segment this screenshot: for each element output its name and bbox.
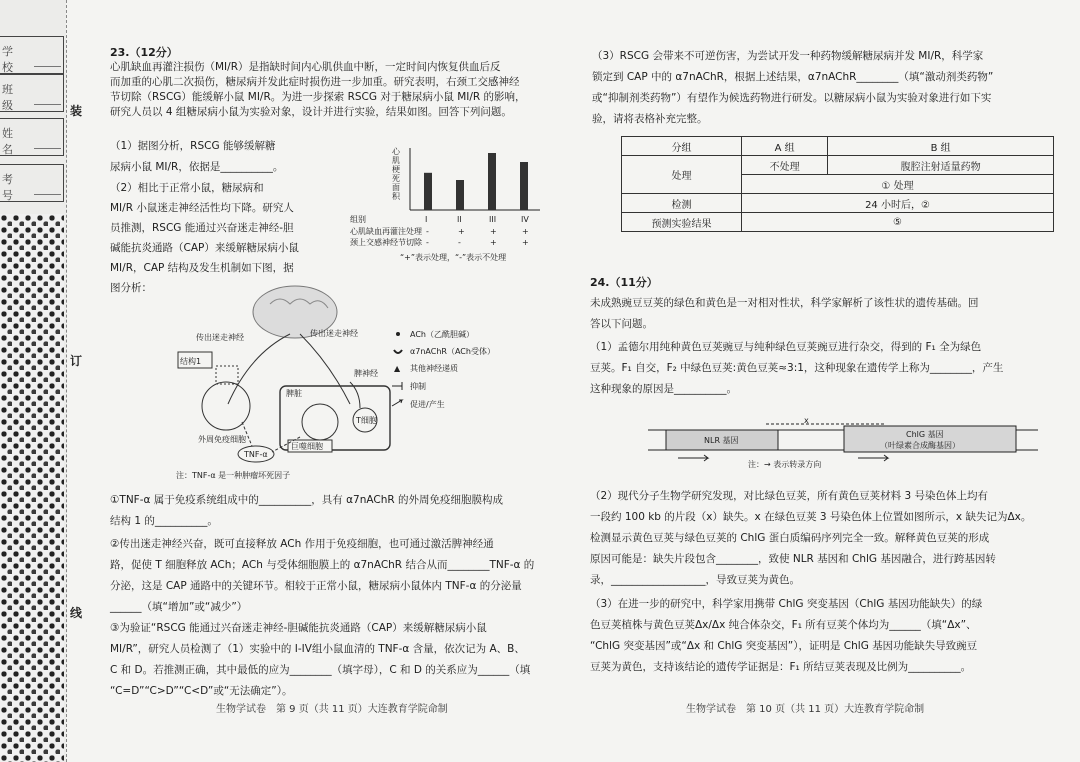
table-cell: 处理 <box>622 156 742 194</box>
table-cell: ① 处理 <box>742 175 1054 194</box>
macrophage-label: 巨噬细胞 <box>291 442 323 451</box>
table-row <box>622 137 1054 156</box>
gene-diagram <box>648 416 1038 469</box>
text-line: 未成熟豌豆豆荚的绿色和黄色是一对相对性状，科学家解析了该性状的遗传基础。回 <box>590 297 979 309</box>
x-tick-label: I <box>425 215 428 224</box>
table-cell: 预测实验结果 <box>622 213 742 232</box>
text-line: （2）相比于正常小鼠，糖尿病和 <box>110 182 264 194</box>
text-line: MI/R”，研究人员检测了（1）实验中的 I-IV组小鼠血清的 TNF-α 含量，依次记为 A、B、 <box>110 643 525 655</box>
text-line: 碱能抗炎通路（CAP）来缓解糖尿病小鼠 <box>110 242 299 254</box>
macrophage <box>302 404 338 440</box>
text-line: （3）RSCG 会带来不可逆伤害，为尝试开发一种药物缓解糖尿病并发 MI/R，科学家 <box>592 50 984 62</box>
text-line: （3）在进一步的研究中，科学家用携带 ChlG 突变基因（ChlG 基因功能缺失）的绿 <box>590 598 983 610</box>
text-line: ③为验证“RSCG 能通过兴奋迷走神经-胆碱能抗炎通路（CAP）来缓解糖尿病小鼠 <box>110 622 487 634</box>
t-cell-label: T细胞 <box>356 416 377 425</box>
bar-III <box>488 153 496 210</box>
text-line: ______（填“增加”或“减少”） <box>110 601 248 613</box>
struct1-dashed <box>216 366 238 384</box>
text-line: MI/R，CAP 结构及发生机制如下图，据 <box>110 262 294 274</box>
text-line: 一段约 100 kb 的片段（x）缺失。x 在绿色豆荚 3 号染色体上位置如图所示，x 缺失记为Δx。 <box>590 511 1032 523</box>
q24-part1 <box>590 337 1003 400</box>
text-line: 心肌缺血再灌注损伤（MI/R）是指缺时间内心肌供血中断，一定时间内恢复供血后反 <box>110 61 501 73</box>
promote-icon <box>392 400 402 406</box>
immune-cell-label: 外周免疫细胞 <box>198 435 246 444</box>
receptor-symbol-icon <box>394 350 402 353</box>
text-line: 录，__________________，导致豆荚为黄色。 <box>590 574 800 586</box>
treatment-mark: + <box>522 238 529 247</box>
gene-note: 注：→ 表示转录方向 <box>748 460 822 469</box>
school-field[interactable] <box>0 36 64 74</box>
text-line: 豆荚。F₁ 自交，F₂ 中绿色豆荚:黄色豆荚≈3:1，这种现象在遗传学上称为________，产生 <box>590 362 1004 374</box>
table-cell: A 组 <box>742 137 828 156</box>
infarct-area-chart <box>350 140 550 270</box>
ylabel-char: 积 <box>392 192 400 201</box>
q24-header: 24.（11分） <box>590 276 658 289</box>
exam-number-label: 考 号 <box>2 173 35 202</box>
transcription-arrow-icon <box>858 455 888 461</box>
text-line: （2）现代分子生物学研究发现，对比绿色豆荚，所有黄色豆荚材料 3 号染色体上均有 <box>590 490 989 502</box>
row2-label: 颈上交感神经节切除 <box>350 238 422 247</box>
table-cell: 检测 <box>622 194 742 213</box>
text-line: 尿病小鼠 MI/R，依据是__________。 <box>110 161 284 173</box>
text-line: 或“抑制剂类药物”）有望作为候选药物进行研发。以糖尿病小鼠为实验对象进行如下实 <box>592 92 992 104</box>
text-line: ①TNF-α 属于免疫系统组成中的__________，具有 α7nAChR 的外周免疫细胞膜构成 <box>110 494 503 506</box>
text-line: “C=D”“C>D”“C<D”或“无法确定”）。 <box>110 685 293 697</box>
treatment-mark: + <box>490 238 497 247</box>
text-line: 图分析： <box>110 282 152 294</box>
table-row <box>622 194 1054 213</box>
right-footer: 生物学试卷 第 10 页（共 11 页）大连教育学院命制 <box>686 704 925 715</box>
x-segment-label: x <box>804 416 809 425</box>
chart-xlabel: 组别 <box>350 215 366 224</box>
q23-sub1 <box>110 490 503 532</box>
text-line: 分泌，这是 CAP 通路中的关键环节。相较于正常小鼠，糖尿病小鼠体内 TNF-α 的分泌量 <box>110 580 522 592</box>
table-cell: B 组 <box>828 137 1054 156</box>
legend-item: 其他神经递质 <box>410 364 458 373</box>
text-line: 验，请将表格补充完整。 <box>592 113 708 125</box>
inhibit-icon <box>392 382 402 390</box>
table-row <box>622 156 1054 175</box>
left-footer: 生物学试卷 第 9 页（共 11 页）大连教育学院命制 <box>216 704 448 715</box>
text-line: 锁定到 CAP 中的 α7nAChR，根据上述结果，α7nAChR________（填“激动剂类药物” <box>592 71 994 83</box>
q23-sub2 <box>110 534 534 618</box>
q23-sub3 <box>110 618 530 702</box>
q23-part1 <box>110 136 283 178</box>
text-line: 路，促使 T 细胞释放 ACh；ACh 与受体细胞膜上的 α7nAChR 结合从而________TNF-α 的 <box>110 559 535 571</box>
text-line: 而加重的心肌二次损伤，糖尿病并发此症时损伤进一步加重。研究表明，右颈工交感神经 <box>110 76 520 88</box>
q24-part2 <box>590 486 1031 591</box>
treatment-mark: + <box>522 227 529 236</box>
name-field[interactable] <box>0 118 64 156</box>
bar-IV <box>520 162 528 210</box>
bar-I <box>424 173 432 210</box>
nlr-gene-label: NLR 基因 <box>704 436 739 445</box>
text-line: 答以下问题。 <box>590 318 653 330</box>
text-line: MI/R 小鼠迷走神经活性均下降。研究人 <box>110 202 294 214</box>
text-line: （1）孟德尔用纯种黄色豆荚豌豆与纯种绿色豆荚豌豆进行杂交，得到的 F₁ 全为绿色 <box>590 341 982 353</box>
x-tick-label: II <box>457 215 462 224</box>
text-line: 员推测，RSCG 能通过兴奋迷走神经-胆 <box>110 222 294 234</box>
chlg-gene-sublabel: （叶绿素合成酶基因） <box>880 441 960 450</box>
text-line: 结构 1 的__________。 <box>110 515 218 527</box>
text-line: C 和 D。若推测正确，其中最低的应为________（填字母），C 和 D 的关系应为______（填 <box>110 664 531 676</box>
text-line: 节切除（RSCG）能缓解小鼠 MI/R。为进一步探索 RSCG 对于糖尿病小鼠 MI/R 的影响， <box>110 91 526 103</box>
table-row <box>622 213 1054 232</box>
name-label: 姓 名 <box>2 127 35 156</box>
ylabel-char: 肌 <box>392 156 400 165</box>
diagram-note: 注：TNF-α 是一种肿瘤坏死因子 <box>176 471 291 480</box>
class-label: 班 级 <box>2 83 35 112</box>
experiment-table <box>621 136 1054 232</box>
efferent-label: 传出迷走神经 <box>310 329 358 338</box>
treatment-mark: - <box>426 238 429 247</box>
text-line: 检测显示黄色豆荚与绿色豆荚的 ChlG 蛋白质编码序列完全一致。解释黄色豆荚的形成 <box>590 532 990 544</box>
q24-intro <box>590 293 979 335</box>
binding-char-zhuang: 装 <box>70 104 83 118</box>
legend-item: α7nAChR（ACh受体） <box>410 347 495 356</box>
table-cell: ⑤ <box>742 213 1054 232</box>
text-line: （1）据图分析，RSCG 能够缓解糖 <box>110 140 276 152</box>
q23-part3 <box>592 46 993 130</box>
binding-char-ding: 订 <box>70 354 83 368</box>
school-label: 学 校 <box>2 45 35 74</box>
x-tick-label: III <box>489 215 497 224</box>
cap-diagram <box>160 282 495 482</box>
treatment-mark: - <box>426 227 429 236</box>
transcription-arrow-icon <box>678 455 708 461</box>
table-cell: 分组 <box>622 137 742 156</box>
ylabel-char: 梗 <box>392 165 400 174</box>
ylabel-char: 心 <box>392 147 400 156</box>
security-pattern <box>0 214 64 762</box>
text-line: 研究人员以 4 组糖尿病小鼠为实验对象，设计并进行实验，结果如图。回答下列问题。 <box>110 106 512 118</box>
treatment-mark: + <box>490 227 497 236</box>
treatment-mark: - <box>458 238 461 247</box>
q23-part2 <box>110 178 299 298</box>
binding-char-xian: 线 <box>70 606 83 620</box>
spleen-nerve-label: 脾神经 <box>354 369 378 378</box>
struct1-label: 结构1 <box>180 357 202 366</box>
chart-note: “+”表示处理，“-”表示不处理 <box>400 253 507 262</box>
spleen-label: 脾脏 <box>286 389 302 398</box>
ylabel-char: 死 <box>392 174 400 183</box>
legend-item: 抑制 <box>410 382 426 391</box>
ach-symbol-icon <box>396 332 400 336</box>
efferent-nerve <box>300 334 350 404</box>
text-line: 原因可能是：缺失片段包含________，致使 NLR 基因和 ChlG 基因融合，进行跨基因转 <box>590 553 996 565</box>
tnf-label: TNF-α <box>244 450 268 459</box>
q24-part3 <box>590 594 982 678</box>
q23-header: 23.（12分） <box>110 46 178 59</box>
diagram-legend <box>392 329 495 409</box>
treatment-mark: + <box>458 227 465 236</box>
class-field[interactable] <box>0 74 64 112</box>
text-line: 这种现象的原因是__________。 <box>590 383 737 395</box>
table-cell: 24 小时后，② <box>742 194 1054 213</box>
text-line: 色豆荚植株与黄色豆荚Δx/Δx 纯合体杂交，F₁ 所有豆荚个体均为______（填“Δx”、 <box>590 619 977 631</box>
afferent-label: 传出迷走神经 <box>196 333 244 342</box>
other-transmitter-icon: ▲ <box>394 364 401 373</box>
text-line: 豆荚为黄色，支持该结论的遗传学证据是：F₁ 所结豆荚表现及比例为__________。 <box>590 661 972 673</box>
table-cell: 不处理 <box>742 156 828 175</box>
x-tick-label: IV <box>521 215 529 224</box>
chart-ylabel-vertical <box>392 147 401 201</box>
q23-intro <box>110 60 526 120</box>
chlg-gene-label: ChlG 基因 <box>906 430 944 439</box>
legend-item: ACh（乙酰胆碱） <box>410 330 474 339</box>
text-line: “ChlG 突变基因”或“Δx 和 ChlG 突变基因”），证明是 ChlG 基因功能缺失导致豌豆 <box>590 640 978 652</box>
exam-number-field[interactable] <box>0 164 64 202</box>
legend-item: 促进/产生 <box>410 400 445 409</box>
bar-II <box>456 180 464 210</box>
row1-label: 心肌缺血再灌注处理 <box>350 227 422 236</box>
ylabel-char: 面 <box>392 183 400 192</box>
afferent-nerve <box>228 334 290 404</box>
table-cell: 腹腔注射适量药物 <box>828 156 1054 175</box>
text-line: ②传出迷走神经兴奋，既可直接释放 ACh 作用于免疫细胞，也可通过激活脾神经通 <box>110 538 494 550</box>
